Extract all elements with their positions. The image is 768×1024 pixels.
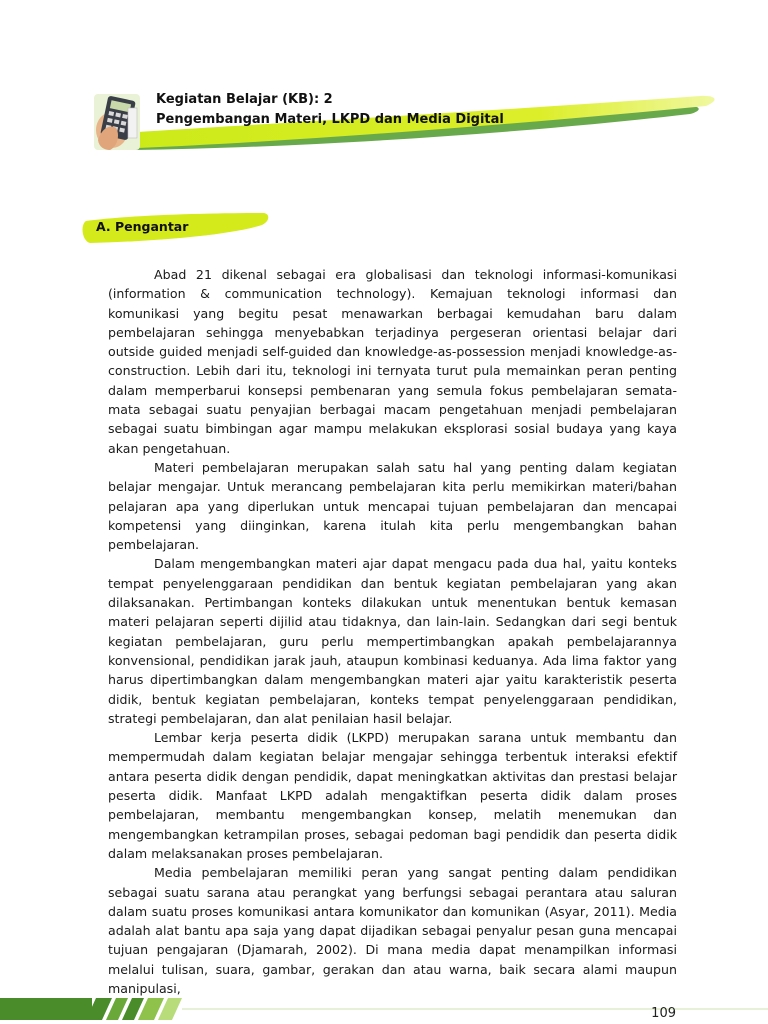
section-heading: A. Pengantar [96, 219, 189, 234]
kb-title-line1: Kegiatan Belajar (KB): 2 [156, 92, 333, 107]
paragraph: Materi pembelajaran merupakan salah satu hal yang penting dalam kegiatan belajar mengajar. Untuk merancang pembelajaran kita perlu memikirkan materi/bahan pelajaran apa yang diperlukan untuk mencapai tujuan pembelajaran dan mencapai kompetensi yang diinginkan, karena itulah kita perlu mengembangkan bahan pembelajaran. [108, 459, 677, 553]
paragraph: Dalam mengembangkan materi ajar dapat mengacu pada dua hal, yaitu konteks tempat penyelenggaraan pendidikan dan bentuk kegiatan pembelajaran yang akan dilaksanakan. Pertimbangan konteks dilakukan untuk menentukan bentuk kemasan materi pelajaran seperti dijilid atau tidaknya, dan lain-lain. Sedangkan dari segi bentuk kegiatan pembelajaran, guru perlu mempertimbangkan apakah pembelajarannya konvensional, pendidikan jarak jauh, ataupun kombinasi keduanya. Ada lima faktor yang harus dipertimbangkan dalam mengembangkan materi ajar yaitu karakteristik peserta didik, bentuk kegiatan pembelajaran, konteks tempat penyelenggaraan pendidikan, strategi pembelajaran, dan alat penilaian hasil belajar. [108, 556, 677, 726]
hand-holding-calculator-icon [94, 94, 140, 150]
paragraph: Abad 21 dikenal sebagai era globalisasi dan teknologi informasi-komunikasi (information & communication technology). Kemajuan teknologi informasi dan komunikasi yang begitu pesat menawarkan berbagai kemudahan baru dalam pembelajaran sehingga menyebabkan terjadinya pergeseran orientasi belajar dari outside guided menjadi self-guided dan knowledge-as-possession menjadi knowledge-as-construction. Lebih dari itu, teknologi ini ternyata turut pula memainkan peran penting dalam memperbarui konsepsi pembenaran yang semula fokus pembelajaran semata-mata sebagai suatu penyajian berbagai macam pengetahuan menjadi pembelajaran sebagai suatu bimbingan agar mampu melakukan eksplorasi sosial budaya yang kaya akan pengetahuan. [108, 267, 677, 456]
body-content [108, 265, 677, 998]
kb-title [156, 90, 504, 130]
paragraph: Lembar kerja peserta didik (LKPD) merupakan sarana untuk membantu dan mempermudah dalam kegiatan belajar mengajar sehingga terbentuk interaksi efektif antara peserta didik dengan pendidik, dapat meningkatkan aktivitas dan prestasi belajar peserta didik. Manfaat LKPD adalah mengaktifkan peserta didik dalam proses pembelajaran, membantu mengembangkan konsep, melatih menemukan dan mengembangkan ketrampilan proses, sebagai pedoman bagi pendidik dan peserta didik dalam melaksanakan proses pembelajaran. [108, 730, 677, 861]
paragraph: Media pembelajaran memiliki peran yang sangat penting dalam pendidikan sebagai suatu sarana atau perangkat yang berfungsi sebagai perantara atau saluran dalam suatu proses komunikasi antara komunikator dan komunikan (Asyar, 2011). Media adalah alat bantu apa saja yang dapat dijadikan sebagai penyalur pesan guna mencapai tujuan pengajaran (Djamarah, 2002). Di mana media dapat menampilkan informasi melalui tulisan, suara, gambar, gerakan dan atau warna, baik secara alami maupun manipulasi, [108, 865, 677, 996]
kb-title-line2: Pengembangan Materi, LKPD dan Media Digital [156, 112, 504, 127]
page-number: 109 [651, 1006, 676, 1021]
